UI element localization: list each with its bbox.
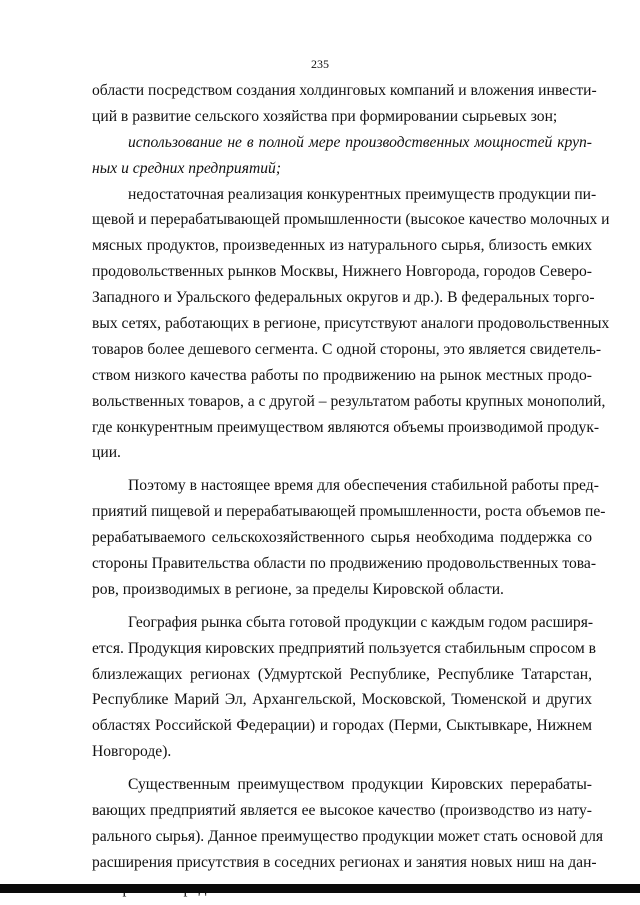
text-line: ции.	[92, 444, 121, 462]
text-line: Республике Марий Эл, Архангельской, Московской, Тюменской и других	[92, 691, 592, 709]
text-line: Новгороде).	[92, 743, 172, 761]
text-line: товаров более дешевого сегмента. С одной стороны, это является свидетель-	[92, 340, 602, 358]
text-line: продовольственных рынков Москвы, Нижнего Новгорода, городов Северо-	[92, 263, 592, 281]
text-line: Западного и Уральского федеральных округов и др.). В федеральных торго-	[92, 289, 595, 307]
paragraph	[92, 182, 610, 467]
text-line: щевой и перерабатывающей промышленности (высокое качество молочных и	[92, 211, 610, 229]
text-line: ных и средних предприятий;	[92, 159, 282, 177]
text-line: мясных продуктов, произведенных из натурального сырья, близость емких	[92, 237, 592, 255]
text-line: вающих предприятий является ее высокое качество (производство из нату-	[92, 802, 592, 820]
paragraph-gap	[92, 765, 592, 772]
text-line: ций в развитие сельского хозяйства при формировании сырьевых зон;	[92, 107, 558, 125]
text-line: вольственных товаров, а с другой – результатом работы крупных монополий,	[92, 392, 606, 410]
text-line: ров, производимых в регионе, за пределы Кировской области.	[92, 580, 504, 598]
text-line: рального сырья). Данное преимущество продукции может стать основой для	[92, 827, 604, 845]
text-line: областях Российской Федерации) и городах (Перми, Сыктывкаре, Нижнем	[92, 717, 592, 735]
text-line: ется. Продукция кировских предприятий пользуется стабильным спросом в	[92, 639, 597, 657]
paragraph-italic	[92, 130, 592, 182]
text-line: использование не в полной мере производственных мощностей круп-	[128, 133, 592, 151]
paragraph	[92, 610, 597, 765]
text-line: расширения присутствия в соседних регионах и занятия новых ниш на дан-	[92, 853, 597, 871]
text-line: недостаточная реализация конкурентных преимуществ продукции пи-	[128, 185, 597, 203]
text-line: География рынка сбыта готовой продукции с каждым годом расширя-	[128, 613, 594, 631]
text-line: где конкурентным преимуществом являются объемы производимой продук-	[92, 418, 600, 436]
paragraph	[92, 772, 604, 901]
text-line: вых сетях, работающих в регионе, присутствуют аналоги продовольственных	[92, 315, 610, 333]
text-line: области посредством создания холдинговых компаний и вложения инвести-	[92, 82, 597, 99]
text-line: приятий пищевой и перерабатывающей промышленности, роста объемов пе-	[92, 503, 606, 521]
text-line: рерабатываемого сельскохозяйственного сырья необходима поддержка со	[92, 529, 592, 547]
text-line: Поэтому в настоящее время для обеспечения стабильной работы пред-	[128, 477, 599, 495]
text-line: ством низкого качества работы по продвижению на рынок местных продо-	[92, 366, 592, 384]
text-line: близлежащих регионах (Удмуртской Республике, Республике Татарстан,	[92, 665, 592, 683]
document-body	[92, 78, 610, 902]
page-number: 235	[311, 57, 329, 71]
paragraph-gap	[92, 466, 592, 473]
paragraph-gap	[92, 603, 592, 610]
text-line: Существенным преимуществом продукции Кировских перерабаты-	[128, 776, 592, 794]
paragraph	[92, 473, 606, 602]
text-line: стороны Правительства области по продвижению продовольственных това-	[92, 555, 597, 573]
paragraph	[92, 78, 597, 130]
bottom-scan-border	[0, 884, 640, 893]
